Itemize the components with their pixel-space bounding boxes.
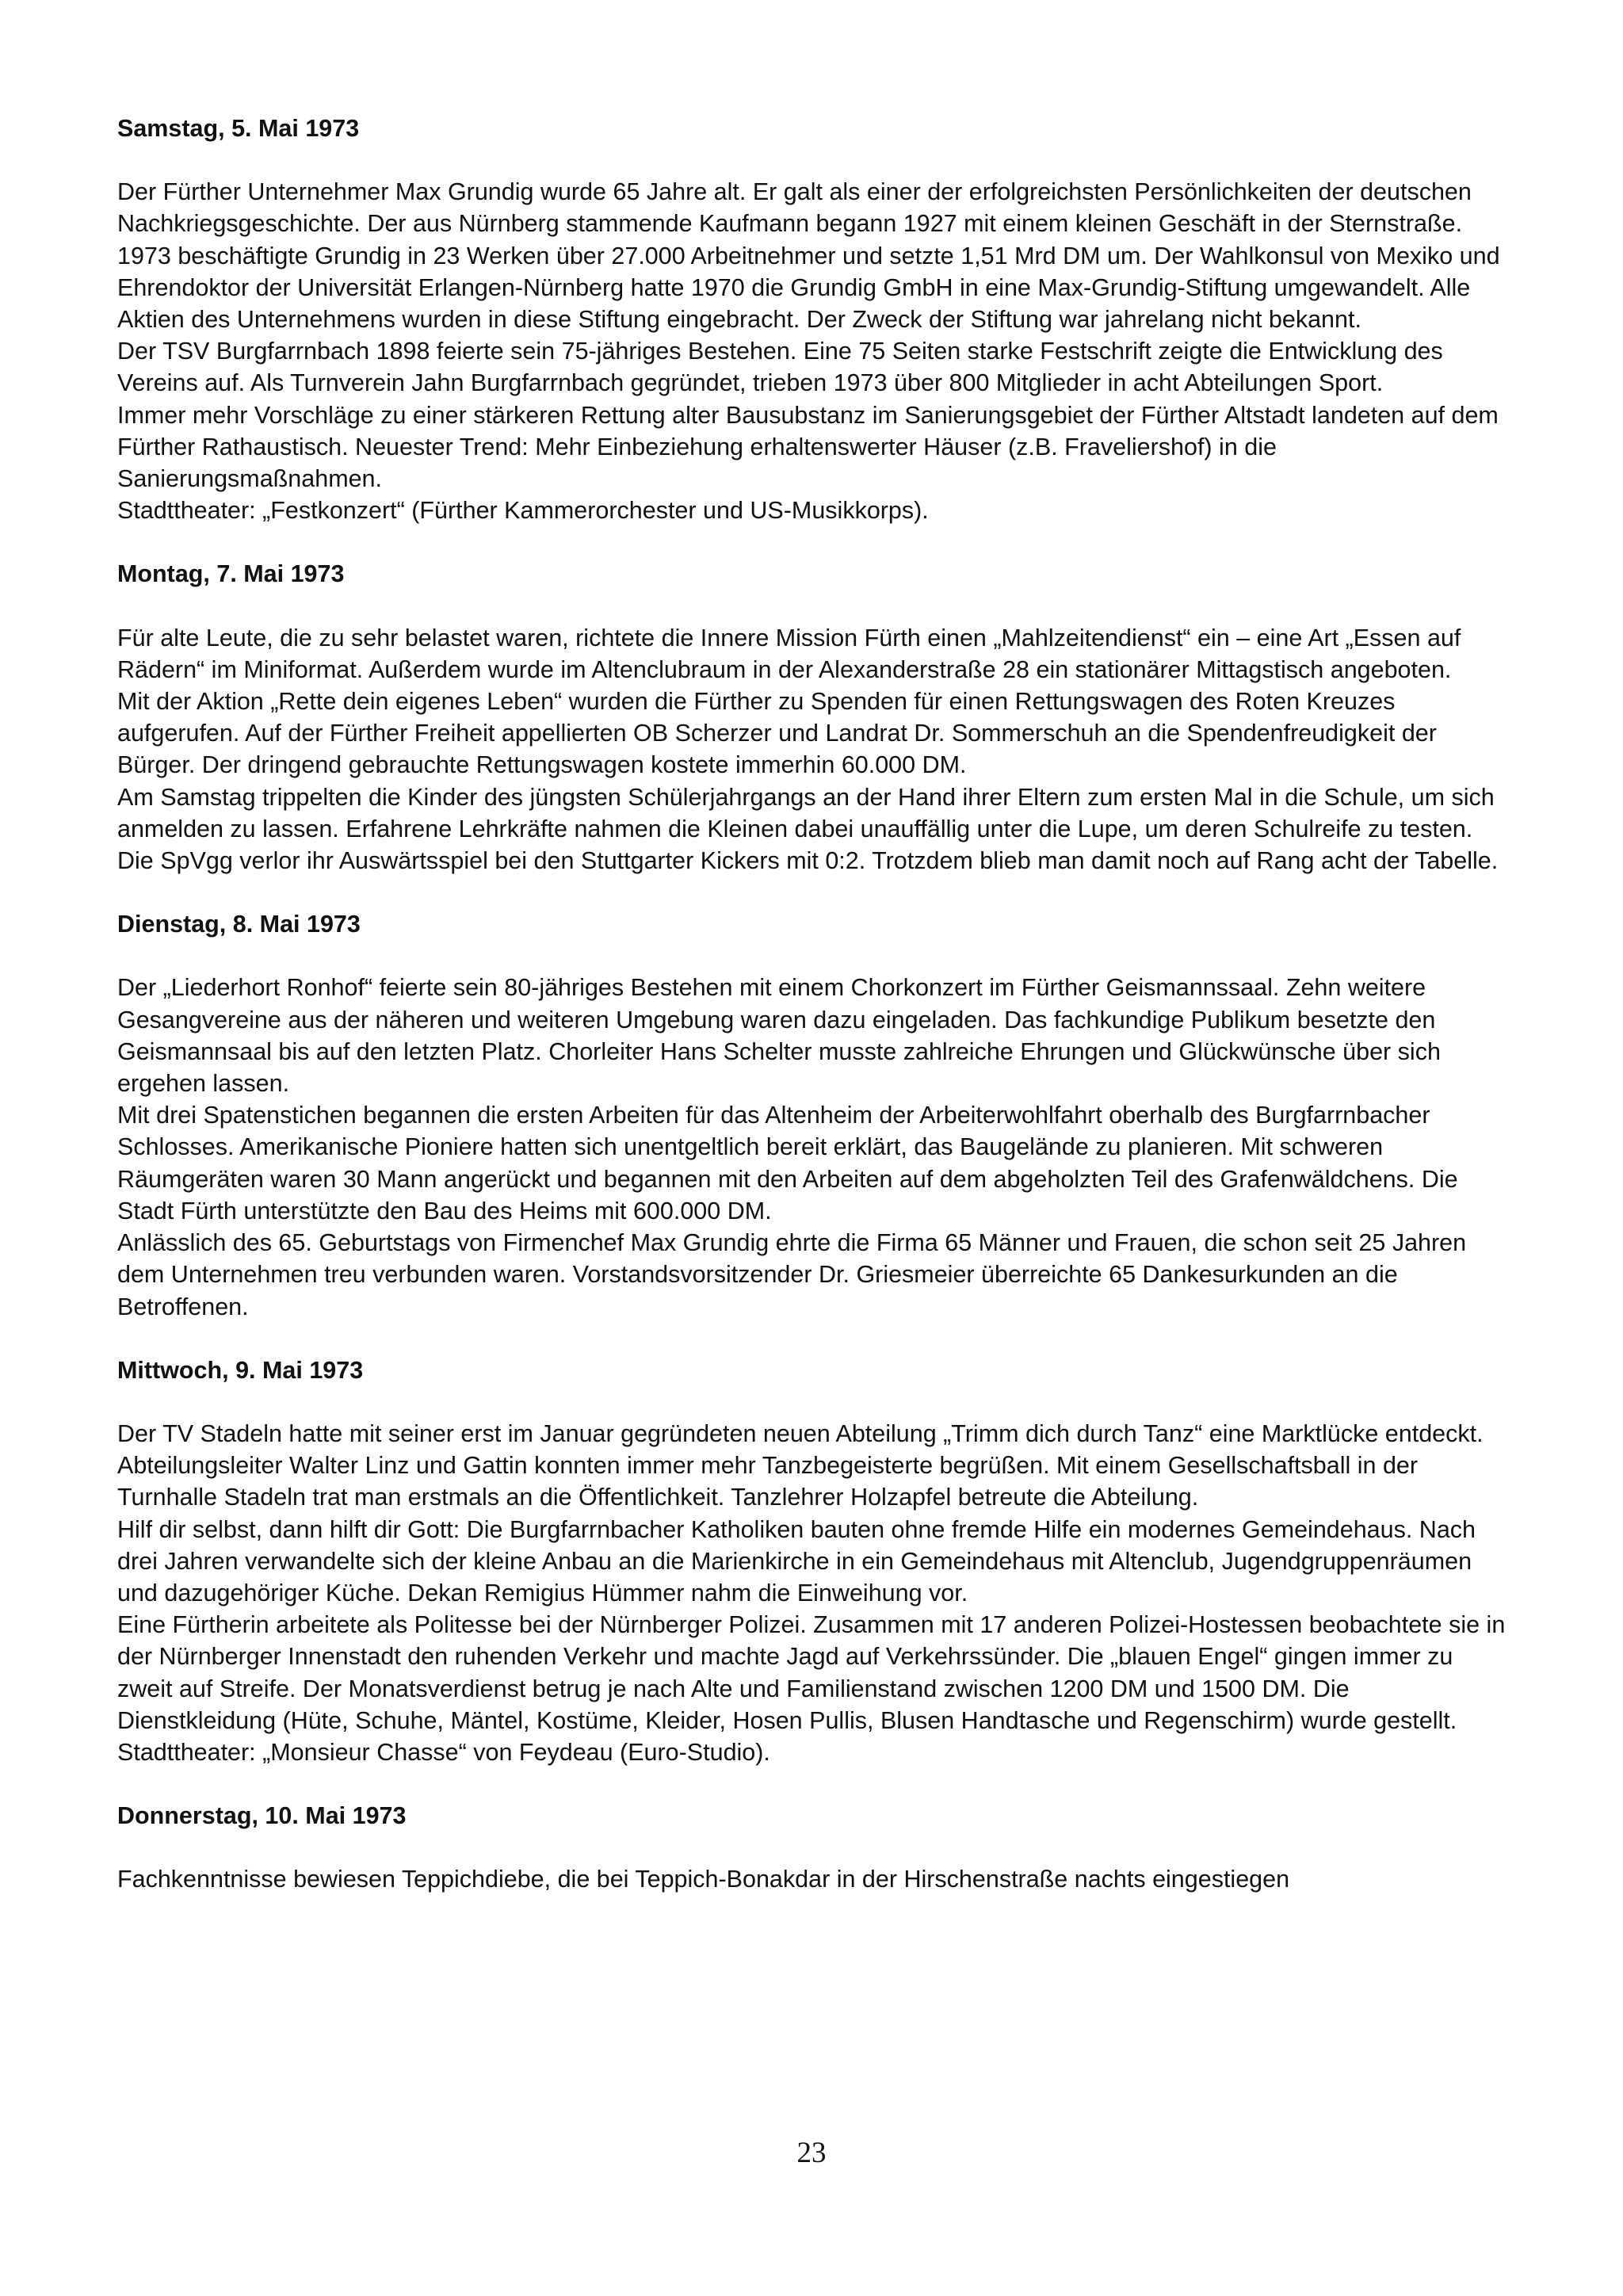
paragraph: Eine Fürtherin arbeitete als Politesse bei der Nürnberger Polizei. Zusammen mit 17 anderen Polizei-Hostessen beobachtete sie in der Nürnberger Innenstadt den ruhenden Verkehr und machte Jagd auf Verkehrssünder. Die „blauen Engel“ gingen immer zu zweit auf Streife. Der Monatsverdienst betrug je nach Alte und Familienstand zwischen 1200 DM und 1500 DM. Die Dienstkleidung (Hüte, Schuhe, Mäntel, Kostüme, Kleider, Hosen Pullis, Blusen Handtasche und Regenschirm) wurde gestellt. — [117, 1611, 1506, 1734]
day-entry-mittwoch-9-mai — [117, 1354, 1506, 1768]
paragraph: Hilf dir selbst, dann hilft dir Gott: Die Burgfarrnbacher Katholiken bauten ohne fremde Hilfe ein modernes Gemeindehaus. Nach drei Jahren verwandelte sich der kleine Anbau an die Marienkirche in ein Gemeindehaus mit Altenclub, Jugendgruppenräumen und dazugehöriger Küche. Dekan Remigius Hümmer nahm die Einweihung vor. — [117, 1515, 1476, 1606]
paragraph: Der TSV Burgfarrnbach 1898 feierte sein 75-jähriges Bestehen. Eine 75 Seiten starke Festschrift zeigte die Entwicklung des Vereins auf. Als Turnverein Jahn Burgfarrnbach gegründet, trieben 1973 über 800 Mitglieder in acht Abteilungen Sport. — [117, 338, 1443, 397]
day-entry-samstag-5-mai — [117, 113, 1506, 526]
paragraph: Fachkenntnisse bewiesen Teppichdiebe, die bei Teppich-Bonakdar in der Hirschenstraße nachts eingestiegen — [117, 1866, 1290, 1893]
day-heading: Mittwoch, 9. Mai 1973 — [117, 1356, 364, 1384]
page-number: 23 — [796, 2137, 827, 2169]
day-entry-montag-7-mai — [117, 558, 1506, 877]
paragraph: Stadttheater: „Festkonzert“ (Fürther Kammerorchester und US-Musikkorps). — [117, 497, 929, 525]
paragraph: Für alte Leute, die zu sehr belastet waren, richtete die Innere Mission Fürth einen „Mahlzeitendienst“ ein – eine Art „Essen auf Rädern“ im Miniformat. Außerdem wurde im Altenclubraum in der Alexanderstraße 28 ein stationärer Mittagstisch angeboten. — [117, 624, 1461, 683]
paragraph: Stadttheater: „Monsieur Chasse“ von Feydeau (Euro-Studio). — [117, 1738, 770, 1766]
day-heading: Samstag, 5. Mai 1973 — [117, 115, 360, 142]
day-heading: Dienstag, 8. Mai 1973 — [117, 911, 361, 938]
paragraph: Am Samstag trippelten die Kinder des jüngsten Schülerjahrgangs an der Hand ihrer Eltern zum ersten Mal in die Schule, um sich anmelden zu lassen. Erfahrene Lehrkräfte nahmen die Kleinen dabei unauffällig unter die Lupe, um deren Schulreife zu testen. — [117, 783, 1495, 842]
paragraph: Der Fürther Unternehmer Max Grundig wurde 65 Jahre alt. Er galt als einer der erfolgreichsten Persönlichkeiten der deutschen Nachkriegsgeschichte. Der aus Nürnberg stammende Kaufmann begann 1927 mit einem kleinen Geschäft in der Sternstraße. 1973 beschäftigte Grundig in 23 Werken über 27.000 Arbeitnehmer und setzte 1,51 Mrd DM um. Der Wahlkonsul von Mexiko und Ehrendoktor der Universität Erlangen-Nürnberg hatte 1970 die Grundig GmbH in eine Max-Grundig-Stiftung umgewandelt. Alle Aktien des Unternehmens wurden in diese Stiftung eingebracht. Der Zweck der Stiftung war jahrelang nicht bekannt. — [117, 178, 1500, 334]
paragraph: Die SpVgg verlor ihr Auswärtsspiel bei den Stuttgarter Kickers mit 0:2. Trotzdem blieb man damit noch auf Rang acht der Tabelle. — [117, 847, 1499, 875]
document-body — [117, 113, 1506, 1896]
paragraph: Der TV Stadeln hatte mit seiner erst im Januar gegründeten neuen Abteilung „Trimm dich durch Tanz“ eine Marktlücke entdeckt. Abteilungsleiter Walter Linz und Gattin konnten immer mehr Tanzbegeisterte begrüßen. Mit einem Gesellschaftsball in der Turnhalle Stadeln trat man erstmals an die Öffentlichkeit. Tanzlehrer Holzapfel betreute die Abteilung. — [117, 1419, 1484, 1511]
paragraph: Immer mehr Vorschläge zu einer stärkeren Rettung alter Bausubstanz im Sanierungsgebiet der Fürther Altstadt landeten auf dem Fürther Rathaustisch. Neuester Trend: Mehr Einbeziehung erhaltenswerter Häuser (z.B. Fraveliershof) in die Sanierungsmaßnahmen. — [117, 401, 1499, 493]
day-heading: Montag, 7. Mai 1973 — [117, 560, 345, 588]
day-entry-donnerstag-10-mai — [117, 1800, 1506, 1895]
paragraph: Mit der Aktion „Rette dein eigenes Leben“ wurden die Fürther zu Spenden für einen Rettungswagen des Roten Kreuzes aufgerufen. Auf der Fürther Freiheit appellierten OB Scherzer und Landrat Dr. Sommerschuh an die Spendenfreudigkeit der Bürger. Der dringend gebrauchte Rettungswagen kostete immerhin 60.000 DM. — [117, 688, 1437, 779]
day-heading: Donnerstag, 10. Mai 1973 — [117, 1802, 407, 1830]
paragraph: Anlässlich des 65. Geburtstags von Firmenchef Max Grundig ehrte die Firma 65 Männer und Frauen, die schon seit 25 Jahren dem Unternehmen treu verbunden waren. Vorstandsvorsitzender Dr. Griesmeier überreichte 65 Dankesurkunden an die Betroffenen. — [117, 1229, 1467, 1320]
paragraph: Mit drei Spatenstichen begannen die ersten Arbeiten für das Altenheim der Arbeiterwohlfahrt oberhalb des Burgfarrnbacher Schlosses. Amerikanische Pioniere hatten sich unentgeltlich bereit erklärt, das Baugelände zu planieren. Mit schweren Räumgeräten waren 30 Mann angerückt und begannen mit den Arbeiten auf dem abgeholzten Teil des Grafenwäldchens. Die Stadt Fürth unterstützte den Bau des Heims mit 600.000 DM. — [117, 1102, 1458, 1224]
paragraph: Der „Liederhort Ronhof“ feierte sein 80-jähriges Bestehen mit einem Chorkonzert im Fürther Geismannssaal. Zehn weitere Gesangvereine aus der näheren und weiteren Umgebung waren dazu eingeladen. Das fachkundige Publikum besetzte den Geismannsaal bis auf den letzten Platz. Chorleiter Hans Schelter musste zahlreiche Ehrungen und Glückwünsche über sich ergehen lassen. — [117, 974, 1441, 1098]
day-entry-dienstag-8-mai — [117, 908, 1506, 1322]
